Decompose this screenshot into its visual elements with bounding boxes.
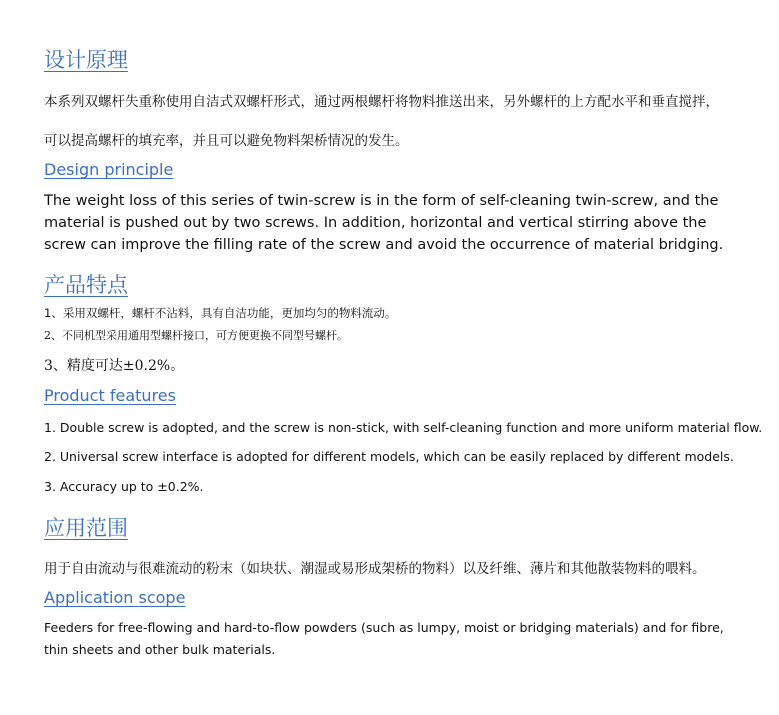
design-heading-cn: 设计原理 xyxy=(44,48,128,72)
design-paragraph-en: The weight loss of this series of twin-screw is in the form of self-cleaning twin-screw, and the material is pushed out by two screws. In addition, horizontal and vertical stirring above the screw can improve the filling rate of the screw and avoid the occurrence of material bridging. xyxy=(44,193,724,253)
features-heading-en: Product features xyxy=(44,386,176,405)
feature-item-cn-1: 1、采用双螺杆，螺杆不沾料，具有自洁功能，更加均匀的物料流动。 xyxy=(44,306,397,320)
application-paragraph-cn: 用于自由流动与很难流动的粉末（如块状、潮湿或易形成架桥的物料）以及纤维、薄片和其他散装物料的喂料。 xyxy=(44,561,706,577)
feature-item-en-2: 2. Universal screw interface is adopted for different models, which can be easily replaced by different models. xyxy=(44,449,734,464)
feature-item-en-3: 3. Accuracy up to ±0.2%. xyxy=(44,479,204,494)
application-paragraph-en: Feeders for free-flowing and hard-to-flow powders (such as lumpy, moist or bridging materials) and for fibre, thin sheets and other bulk materials. xyxy=(44,620,724,657)
application-heading-en: Application scope xyxy=(44,588,186,607)
design-heading-en: Design principle xyxy=(44,160,174,179)
feature-item-en-1: 1. Double screw is adopted, and the screw is non-stick, with self-cleaning function and more uniform material flow. xyxy=(44,420,763,435)
application-heading-cn: 应用范围 xyxy=(44,516,128,540)
feature-item-cn-2: 2、不同机型采用通用型螺杆接口，可方便更换不同型号螺杆。 xyxy=(44,329,348,342)
feature-item-cn-3: 3、精度可达±0.2%。 xyxy=(44,358,185,374)
design-paragraph-cn-line1: 本系列双螺杆失重称使用自洁式双螺杆形式，通过两根螺杆将物料推送出来，另外螺杆的上方配水平和垂直搅拌， xyxy=(44,94,719,110)
features-heading-cn: 产品特点 xyxy=(44,273,128,297)
design-paragraph-cn-line2: 可以提高螺杆的填充率，并且可以避免物料架桥情况的发生。 xyxy=(44,133,409,149)
